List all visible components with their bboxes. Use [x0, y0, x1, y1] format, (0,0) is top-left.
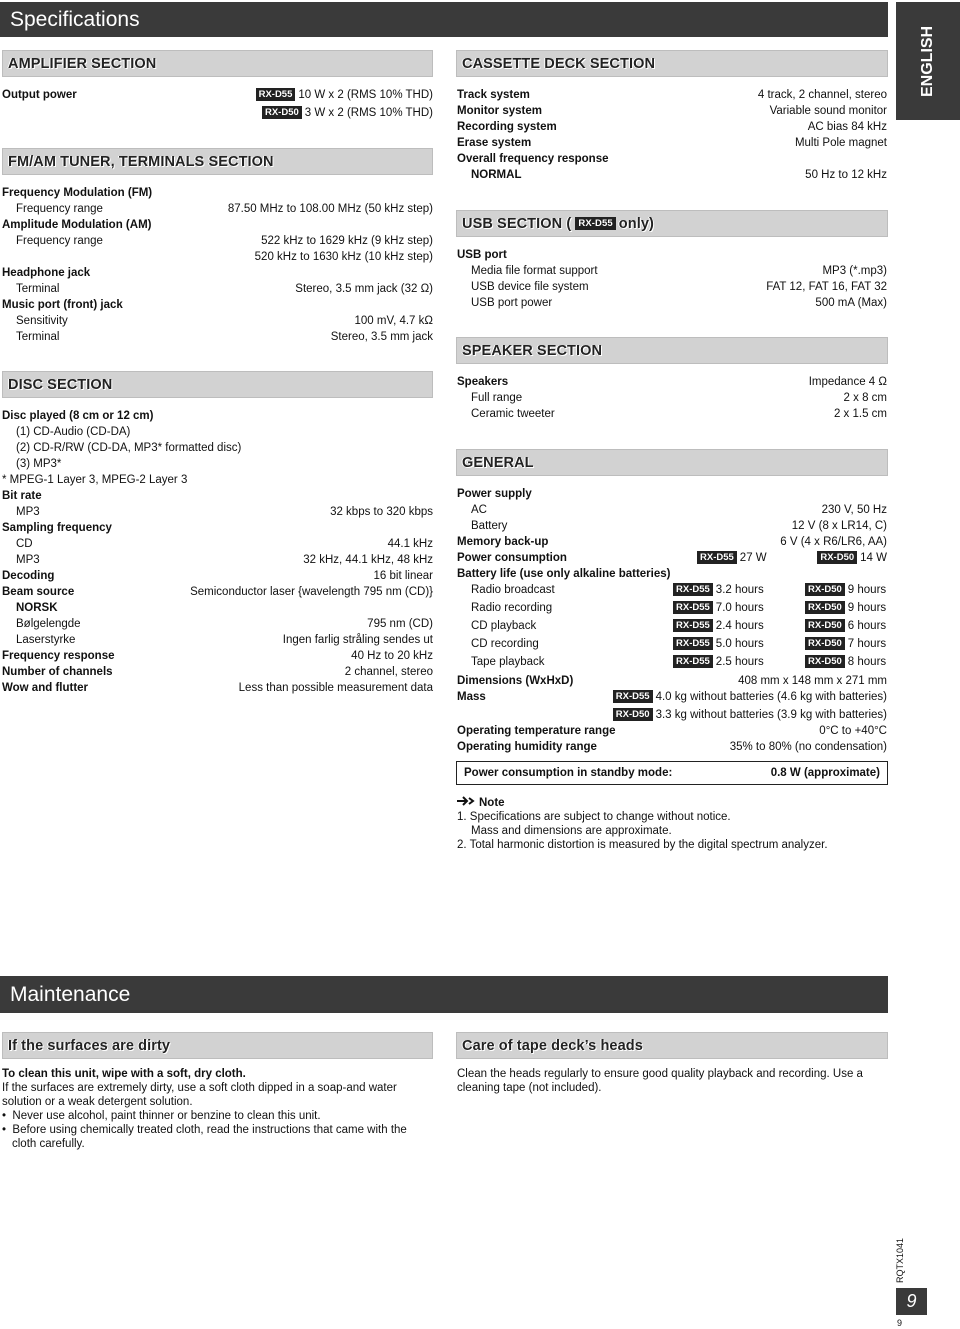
freq-response-value: 40 Hz to 20 kHz: [351, 650, 433, 662]
disc-played-label: Disc played (8 cm or 12 cm): [2, 410, 154, 422]
sampling-mp3-label: MP3: [16, 554, 40, 566]
battery-life-d55-value: 3.2 hours: [715, 584, 764, 596]
mass-d50-value: 3.3 kg without batteries (3.9 kg with batteries): [655, 709, 887, 721]
full-range-value: 2 x 8 cm: [843, 392, 887, 404]
battery-life-item-label: Radio recording: [471, 602, 553, 614]
speakers-label: Speakers: [457, 376, 509, 388]
model-badge: RX-D50: [613, 708, 653, 721]
battery-value: 12 V (8 x LR14, C): [791, 520, 887, 532]
battery-life-d50: [805, 600, 886, 616]
fm-range-value: 87.50 MHz to 108.00 MHz (50 kHz step): [227, 203, 433, 215]
standby-box: [456, 761, 888, 785]
page-number: 9: [897, 1318, 903, 1328]
model-badge: RX-D55: [613, 690, 653, 703]
battery-life-d55: [673, 582, 764, 598]
amplifier-section-header: [2, 50, 433, 77]
battery-life-d55: [673, 636, 764, 652]
usb-section-title: USB SECTION (: [462, 215, 572, 232]
beam-source-label: Beam source: [2, 586, 75, 598]
tape-text-1: Clean the heads regularly to ensure good quality playback and recording. Use a: [457, 1068, 863, 1080]
am-range-value-2: 520 kHz to 1630 kHz (10 kHz step): [254, 251, 433, 263]
model-badge: RX-D50: [805, 655, 845, 668]
output-power-d55: [256, 87, 433, 103]
dirty-text-1: If the surfaces are extremely dirty, use a soft cloth dipped in a soap-and water: [2, 1082, 397, 1094]
normal-value: 50 Hz to 12 kHz: [805, 169, 887, 181]
output-power-label: Output power: [2, 89, 77, 101]
general-section-header: [456, 449, 888, 476]
model-badge: RX-D55: [256, 88, 296, 101]
power-consumption-d55-value: 27 W: [739, 552, 767, 564]
document-code: RQTX1041: [895, 1237, 905, 1283]
model-badge: RX-D50: [805, 583, 845, 596]
note-item-1: 1. Specifications are subject to change without notice.: [457, 811, 731, 823]
bit-rate-label: Bit rate: [2, 490, 42, 502]
channels-label: Number of channels: [2, 666, 113, 678]
battery-life-d50-value: 9 hours: [847, 602, 887, 614]
battery-life-d55-value: 2.5 hours: [715, 656, 764, 668]
dirty-section-title: If the surfaces are dirty: [8, 1037, 171, 1054]
sensitivity-label: Sensitivity: [16, 315, 68, 327]
amplifier-section-title: AMPLIFIER SECTION: [8, 55, 157, 72]
model-badge: RX-D55: [673, 601, 713, 614]
mass-d55-value: 4.0 kg without batteries (4.6 kg with batteries): [655, 691, 887, 703]
headphone-label: Headphone jack: [2, 267, 91, 279]
language-tab: ENGLISH: [896, 2, 960, 120]
bolgelengde-label: Bølgelengde: [16, 618, 81, 630]
model-badge: RX-D55: [575, 217, 615, 230]
am-range-value-1: 522 kHz to 1629 kHz (9 kHz step): [261, 235, 433, 247]
output-power-d50: [262, 105, 433, 121]
track-system-label: Track system: [457, 89, 530, 101]
power-consumption-label: Power consumption: [457, 552, 567, 564]
music-port-terminal-label: Terminal: [16, 331, 60, 343]
bit-rate-mp3-value: 32 kbps to 320 kbps: [330, 506, 433, 518]
fm-label: Frequency Modulation (FM): [2, 187, 153, 199]
battery-life-d50-value: 9 hours: [847, 584, 887, 596]
model-badge: RX-D50: [805, 619, 845, 632]
laserstyrke-value: Ingen farlig stråling sendes ut: [282, 634, 433, 646]
file-system-label: USB device file system: [471, 281, 589, 293]
battery-life-d55-value: 5.0 hours: [715, 638, 764, 650]
disc-type-1: (1) CD-Audio (CD-DA): [16, 426, 131, 438]
full-range-label: Full range: [471, 392, 523, 404]
ac-value: 230 V, 50 Hz: [821, 504, 887, 516]
norsk-label: NORSK: [16, 602, 58, 614]
tape-section-header: [456, 1032, 888, 1059]
sampling-mp3-value: 32 kHz, 44.1 kHz, 48 kHz: [303, 554, 433, 566]
mass-d50: [613, 707, 887, 723]
monitor-system-label: Monitor system: [457, 105, 542, 117]
cassette-section-header: [456, 50, 888, 77]
battery-life-d50: [805, 618, 886, 634]
temperature-label: Operating temperature range: [457, 725, 616, 737]
bullet-text: Never use alcohol, paint thinner or benzine to clean this unit.: [12, 1110, 321, 1122]
decoding-label: Decoding: [2, 570, 55, 582]
bolgelengde-value: 795 nm (CD): [367, 618, 433, 630]
battery-life-d50-value: 7 hours: [847, 638, 887, 650]
sampling-cd-label: CD: [16, 538, 33, 550]
page-title: Specifications: [0, 2, 888, 37]
sampling-cd-value: 44.1 kHz: [387, 538, 433, 550]
battery-life-item-label: Radio broadcast: [471, 584, 555, 596]
dirty-section-header: [2, 1032, 433, 1059]
usb-section-header: [456, 210, 888, 237]
bullet-icon: •: [2, 1124, 13, 1136]
headphone-terminal-value: Stereo, 3.5 mm jack (32 Ω): [295, 283, 433, 295]
disc-type-2: (2) CD-R/RW (CD-DA, MP3* formatted disc): [16, 442, 242, 454]
battery-life-d50: [805, 636, 886, 652]
disc-section-header: [2, 371, 433, 398]
mass-label: Mass: [457, 691, 486, 703]
sampling-label: Sampling frequency: [2, 522, 112, 534]
usb-power-label: USB port power: [471, 297, 553, 309]
bit-rate-mp3-label: MP3: [16, 506, 40, 518]
temperature-value: 0°C to +40°C: [819, 725, 887, 737]
headphone-terminal-label: Terminal: [16, 283, 60, 295]
sensitivity-value: 100 mV, 4.7 kΩ: [354, 315, 433, 327]
erase-system-value: Multi Pole magnet: [794, 137, 887, 149]
memory-backup-value: 6 V (4 x R6/LR6, AA): [780, 536, 887, 548]
model-badge: RX-D50: [805, 601, 845, 614]
music-port-label: Music port (front) jack: [2, 299, 123, 311]
bullet-text: Before using chemically treated cloth, read the instructions that came with the: [12, 1124, 407, 1136]
model-badge: RX-D55: [673, 655, 713, 668]
music-port-terminal-value: Stereo, 3.5 mm jack: [330, 331, 433, 343]
ac-label: AC: [471, 504, 487, 516]
model-badge: RX-D50: [262, 106, 302, 119]
battery-life-d50: [805, 582, 886, 598]
battery-life-label: Battery life (use only alkaline batteries): [457, 568, 671, 580]
memory-backup-label: Memory back-up: [457, 536, 549, 548]
battery-life-item-label: CD playback: [471, 620, 537, 632]
tape-section-title: Care of tape deck’s heads: [462, 1037, 643, 1054]
mass-d55: [613, 689, 887, 705]
erase-system-label: Erase system: [457, 137, 532, 149]
standby-value: 0.8 W (approximate): [770, 767, 880, 779]
bullet-icon: •: [2, 1110, 13, 1122]
tuner-section-header: [2, 148, 433, 175]
battery-life-d50: [805, 654, 886, 670]
disc-type-3: (3) MP3*: [16, 458, 62, 470]
humidity-label: Operating humidity range: [457, 741, 597, 753]
note-title: Note: [479, 797, 505, 809]
battery-life-d55: [673, 654, 764, 670]
channels-value: 2 channel, stereo: [344, 666, 433, 678]
decoding-value: 16 bit linear: [373, 570, 433, 582]
freq-response-label: Frequency response: [2, 650, 115, 662]
dimensions-value: 408 mm x 148 mm x 271 mm: [738, 675, 887, 687]
battery-life-d50-value: 6 hours: [847, 620, 887, 632]
usb-section-title-suffix: only): [618, 215, 654, 232]
battery-life-d55: [673, 600, 764, 616]
battery-life-d50-value: 8 hours: [847, 656, 887, 668]
model-badge: RX-D55: [673, 637, 713, 650]
fm-range-label: Frequency range: [16, 203, 103, 215]
disc-section-title: DISC SECTION: [8, 376, 113, 393]
am-label: Amplitude Modulation (AM): [2, 219, 152, 231]
power-supply-label: Power supply: [457, 488, 532, 500]
tape-text-2: cleaning tape (not included).: [457, 1082, 602, 1094]
power-consumption-d50-value: 14 W: [860, 552, 887, 564]
battery-life-d55-value: 7.0 hours: [715, 602, 764, 614]
beam-source-value: Semiconductor laser {wavelength 795 nm (CD)}: [190, 586, 433, 598]
impedance-value: Impedance 4 Ω: [808, 376, 887, 388]
maintenance-title: Maintenance: [0, 976, 888, 1013]
power-consumption-d50: [817, 550, 887, 566]
recording-system-value: AC bias 84 kHz: [807, 121, 887, 133]
standby-label: Power consumption in standby mode:: [464, 767, 673, 779]
media-format-label: Media file format support: [471, 265, 598, 277]
dirty-instruction-bold: To clean this unit, wipe with a soft, dry cloth.: [2, 1068, 246, 1080]
track-system-value: 4 track, 2 channel, stereo: [757, 89, 887, 101]
dimensions-label: Dimensions (WxHxD): [457, 675, 574, 687]
wow-flutter-value: Less than possible measurement data: [238, 682, 433, 694]
wow-flutter-label: Wow and flutter: [2, 682, 89, 694]
note-item-2: 2. Total harmonic distortion is measured by the digital spectrum analyzer.: [457, 839, 828, 851]
model-badge: RX-D55: [673, 619, 713, 632]
overall-freq-label: Overall frequency response: [457, 153, 609, 165]
normal-label: NORMAL: [471, 169, 522, 181]
battery-life-d55: [673, 618, 764, 634]
mp3-footnote: * MPEG-1 Layer 3, MPEG-2 Layer 3: [2, 474, 188, 486]
speaker-section-header: [456, 337, 888, 364]
battery-life-item-label: Tape playback: [471, 656, 545, 668]
tweeter-value: 2 x 1.5 cm: [833, 408, 887, 420]
output-power-d55-value: 10 W x 2 (RMS 10% THD): [298, 89, 433, 101]
monitor-system-value: Variable sound monitor: [769, 105, 887, 117]
usb-power-value: 500 mA (Max): [815, 297, 887, 309]
usb-port-label: USB port: [457, 249, 507, 261]
model-badge: RX-D55: [673, 583, 713, 596]
laserstyrke-label: Laserstyrke: [16, 634, 76, 646]
dirty-text-2: solution or a weak detergent solution.: [2, 1096, 193, 1108]
media-format-value: MP3 (*.mp3): [822, 265, 887, 277]
model-badge: RX-D55: [697, 551, 737, 564]
file-system-value: FAT 12, FAT 16, FAT 32: [766, 281, 887, 293]
am-range-label: Frequency range: [16, 235, 103, 247]
battery-life-d55-value: 2.4 hours: [715, 620, 764, 632]
tuner-section-title: FM/AM TUNER, TERMINALS SECTION: [8, 153, 274, 170]
note-item-1b: Mass and dimensions are approximate.: [471, 825, 672, 837]
model-badge: RX-D50: [805, 637, 845, 650]
battery-label: Battery: [471, 520, 508, 532]
speaker-section-title: SPEAKER SECTION: [462, 342, 603, 359]
recording-system-label: Recording system: [457, 121, 557, 133]
battery-life-item-label: CD recording: [471, 638, 539, 650]
model-badge: RX-D50: [817, 551, 857, 564]
general-section-title: GENERAL: [462, 454, 534, 471]
humidity-value: 35% to 80% (no condensation): [729, 741, 887, 753]
bullet-text-cont: cloth carefully.: [12, 1138, 85, 1150]
power-consumption-d55: [697, 550, 767, 566]
output-power-d50-value: 3 W x 2 (RMS 10% THD): [304, 107, 433, 119]
cassette-section-title: CASSETTE DECK SECTION: [462, 55, 656, 72]
page-number-box: 9: [896, 1288, 927, 1315]
tweeter-label: Ceramic tweeter: [471, 408, 555, 420]
